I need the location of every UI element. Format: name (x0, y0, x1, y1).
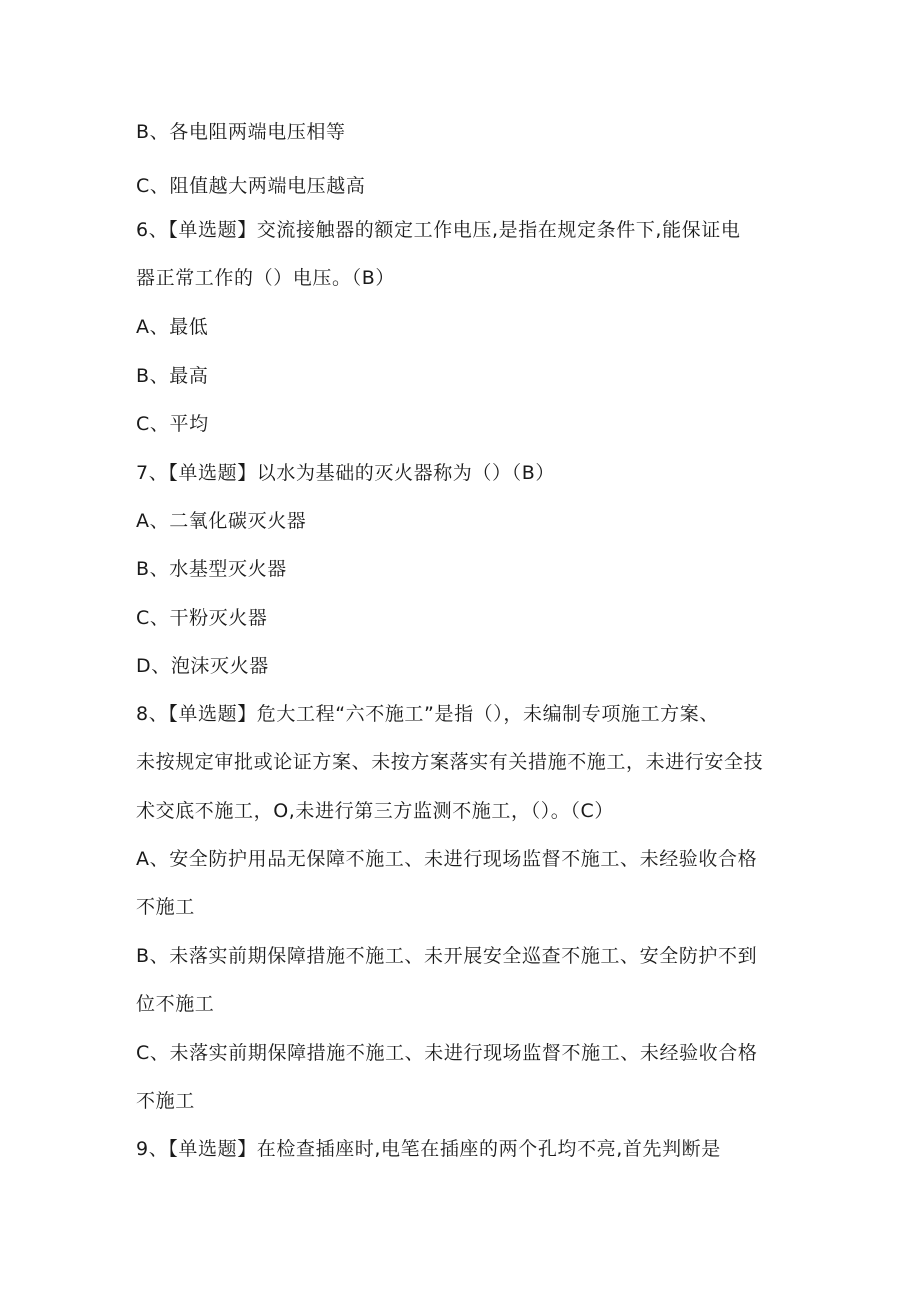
question-9-line-1: 9、【单选题】在检查插座时,电笔在插座的两个孔均不亮,首先判断是 (136, 1138, 721, 1160)
question-8-line-1: 8、【单选题】危大工程“六不施工”是指（），未编制专项施工方案、 (136, 703, 719, 725)
option-5c: C、阻值越大两端电压越高 (136, 175, 366, 197)
option-8b-line-1: B、未落实前期保障措施不施工、未开展安全巡查不施工、安全防护不到 (136, 945, 758, 967)
option-6c: C、平均 (136, 413, 209, 435)
question-8-line-2: 未按规定审批或论证方案、未按方案落实有关措施不施工，未进行安全技 (136, 751, 764, 773)
option-8c-line-1: C、未落实前期保障措施不施工、未进行现场监督不施工、未经验收合格 (136, 1042, 758, 1064)
option-6a: A、最低 (136, 316, 209, 338)
option-6b: B、最高 (136, 365, 209, 387)
option-7a: A、二氧化碳灭火器 (136, 510, 307, 532)
option-5b: B、各电阻两端电压相等 (136, 121, 346, 143)
option-7d: D、泡沫灭火器 (136, 655, 269, 677)
option-8c-line-2: 不施工 (136, 1090, 195, 1112)
option-8a-line-2: 不施工 (136, 896, 195, 918)
option-7c: C、干粉灭火器 (136, 607, 268, 629)
option-7b: B、水基型灭火器 (136, 558, 287, 580)
question-6-line-1: 6、【单选题】交流接触器的额定工作电压,是指在规定条件下,能保证电 (136, 219, 741, 241)
question-6-line-2: 器正常工作的（）电压。（B） (136, 267, 395, 289)
option-8a-line-1: A、安全防护用品无保障不施工、未进行现场监督不施工、未经验收合格 (136, 848, 758, 870)
option-8b-line-2: 位不施工 (136, 993, 215, 1015)
question-7: 7、【单选题】以水为基础的灭火器称为（）（B） (136, 462, 555, 484)
question-8-line-3: 术交底不施工，O,未进行第三方监测不施工，（）。（C） (136, 800, 614, 822)
